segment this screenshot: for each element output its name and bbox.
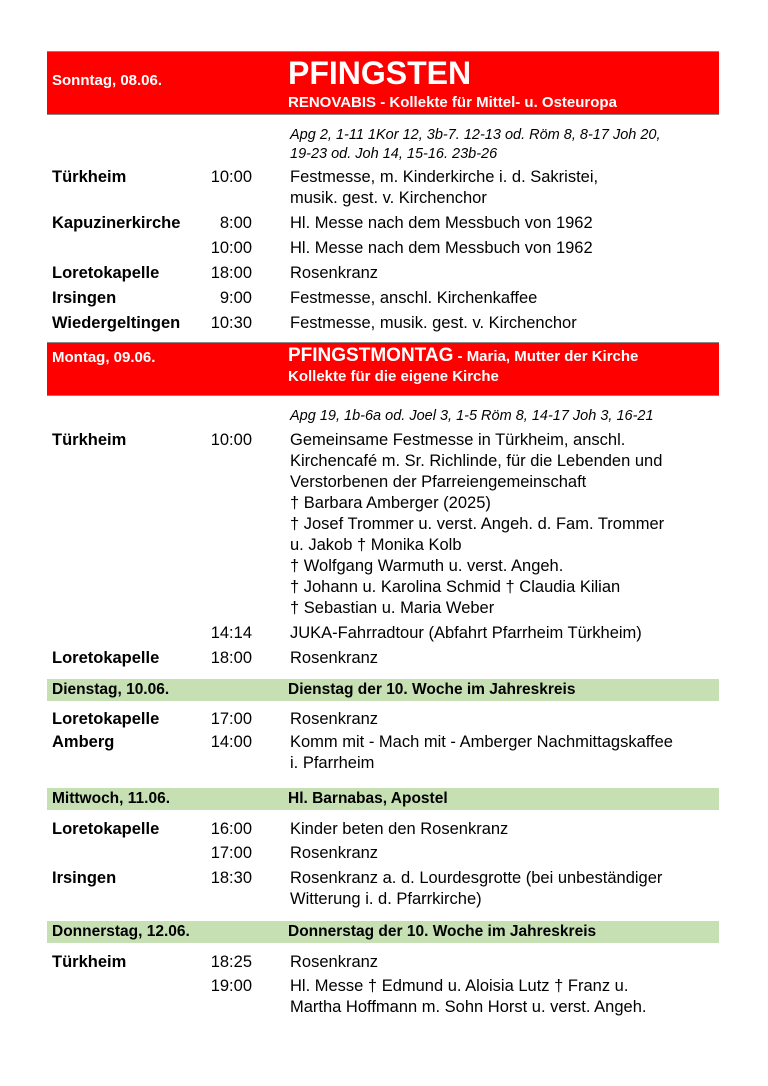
day-subtitle: Kollekte für die eigene Kirche (288, 368, 499, 385)
entry: Amberg 14:00 Komm mit - Mach mit - Amberger Nachmittagskaffee i. Pfarrheim (52, 733, 673, 772)
entry: 17:00 Rosenkranz (210, 844, 379, 862)
schedule (47, 51, 719, 1018)
entries-montag (47, 430, 719, 669)
entries-mittwoch (47, 819, 719, 910)
entry: Türkheim 10:00 Gemeinsame Festmesse in Türkheim, anschl. Kirchencafé m. Sr. Richlinde, für die Lebenden und Verstorbenen der Pfarreiengemeinschaft † Barbara Amberger (2025) † Josef Trommer u. verst. Angeh. d. Fam. Trommer u. Jakob † Monika Kolb † Wolfgang Warmuth u. verst. Angeh. † Johann u. Karolina Schmid † Claudia Kilian † Sebastian u. Maria Weber (52, 431, 665, 617)
entries-dienstag (47, 709, 719, 774)
entry: Kapuzinerkirche 8:00 Hl. Messe nach dem Messbuch von 1962 (52, 214, 593, 232)
day-title: Hl. Barnabas, Apostel (288, 790, 448, 807)
entry: 14:14 JUKA-Fahrradtour (Abfahrt Pfarrheim Türkheim) (210, 624, 642, 642)
day-title: Dienstag der 10. Woche im Jahreskreis (288, 681, 576, 698)
entry: Wiedergeltingen 10:30 Festmesse, musik. gest. v. Kirchenchor (52, 314, 577, 332)
entry: 19:00 Hl. Messe † Edmund u. Aloisia Lutz † Franz u. Martha Hoffmann m. Sohn Horst u. verst. Angeh. (210, 977, 647, 1016)
day-title: PFINGSTEN (288, 55, 472, 91)
entry: Loretokapelle 17:00 Rosenkranz (52, 710, 379, 728)
entry: Türkheim 10:00 Festmesse, m. Kinderkirche i. d. Sakristei, musik. gest. v. Kirchenchor (52, 168, 599, 207)
entry: Loretokapelle 18:00 Rosenkranz (52, 264, 379, 282)
entry: Irsingen 9:00 Festmesse, anschl. Kirchenkaffee (52, 289, 538, 307)
readings: Apg 19, 1b-6a od. Joel 3, 1-5 Röm 8, 14-17 Joh 3, 16-21 (290, 408, 654, 424)
day-date: Mittwoch, 11.06. (52, 790, 171, 807)
entry: Loretokapelle 16:00 Kinder beten den Rosenkranz (52, 820, 509, 838)
day-header-donnerstag (47, 921, 719, 943)
day-header-dienstag (47, 679, 719, 701)
day-date: Sonntag, 08.06. (52, 72, 163, 89)
entries-donnerstag (47, 952, 719, 1018)
day-header-montag: Montag, 09.06. PFINGSTMONTAG - Maria, Mutter der Kirche Kollekte für die eigene Kirche (47, 342, 719, 396)
day-header-sonntag (47, 51, 719, 115)
day-date: Dienstag, 10.06. (52, 681, 170, 698)
entry: Irsingen 18:30 Rosenkranz a. d. Lourdesgrotte (bei unbeständiger Witterung i. d. Pfarrkirche) (52, 869, 663, 908)
entries-sonntag (47, 167, 719, 334)
day-subtitle: RENOVABIS - Kollekte für Mittel- u. Osteuropa (288, 94, 617, 111)
entry: 10:00 Hl. Messe nach dem Messbuch von 1962 (210, 239, 593, 257)
day-date: Montag, 09.06. (52, 349, 156, 366)
entry: Türkheim 18:25 Rosenkranz (52, 953, 379, 971)
day-date: Donnerstag, 12.06. (52, 923, 190, 940)
day-header-mittwoch (47, 788, 719, 810)
readings: Apg 2, 1-11 1Kor 12, 3b-7. 12-13 od. Röm 8, 8-17 Joh 20, 19-23 od. Joh 14, 15-16. 23b-26 (290, 127, 661, 162)
day-title: Donnerstag der 10. Woche im Jahreskreis (288, 923, 597, 940)
day-title: PFINGSTMONTAG (288, 345, 454, 366)
entry: Loretokapelle 18:00 Rosenkranz (52, 649, 379, 667)
